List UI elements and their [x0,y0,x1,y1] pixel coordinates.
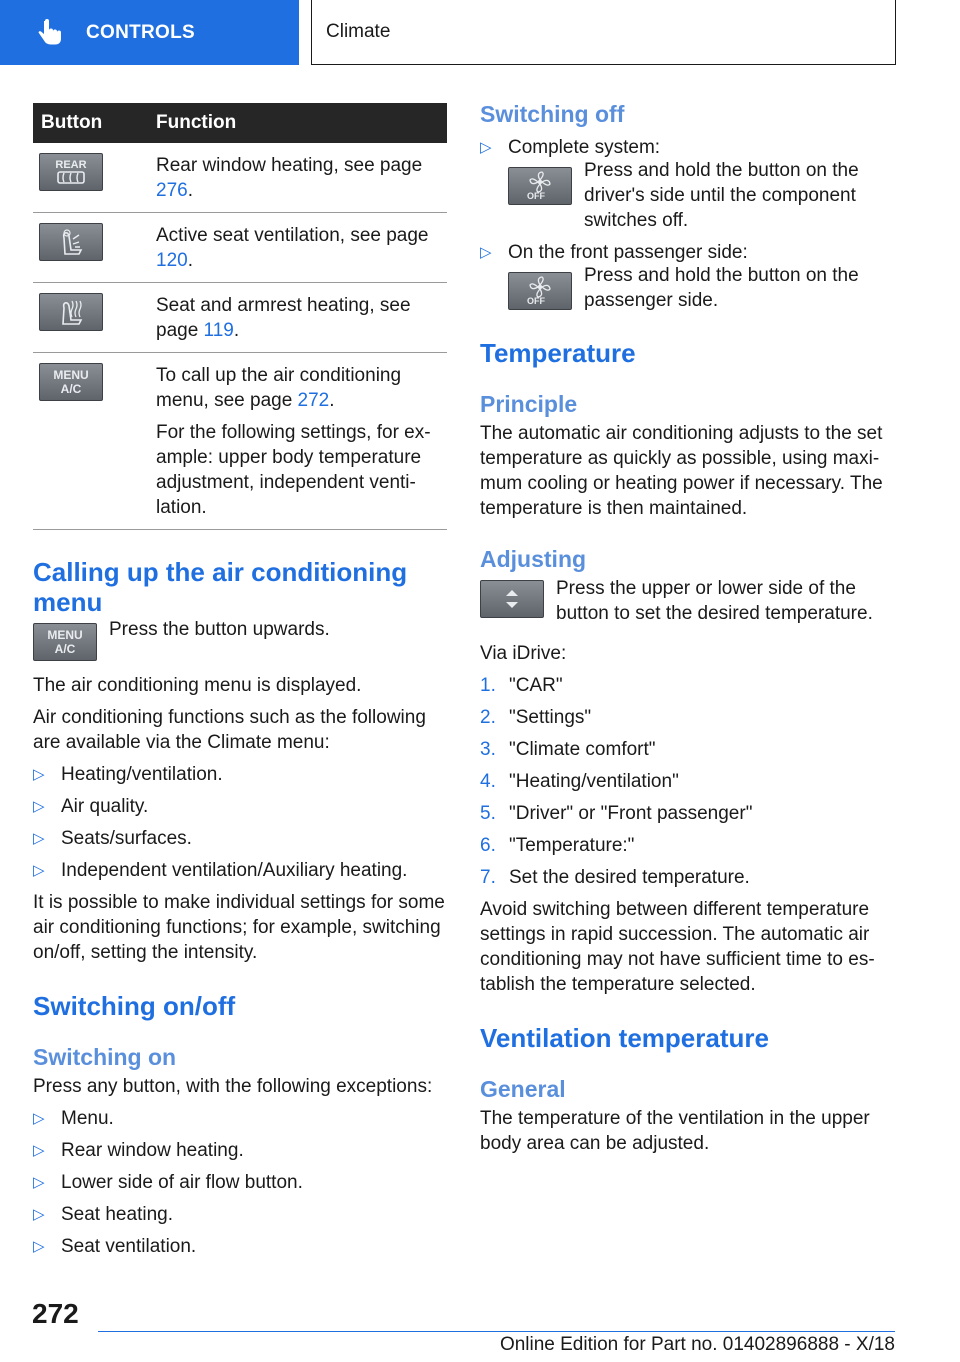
subsection-heading: General [480,1076,566,1102]
exception-list [33,1106,447,1259]
svg-text:A/C: A/C [60,382,82,396]
list-item: 4. "Heating/ventilation" [480,771,679,792]
table-row [33,143,447,213]
table-cell-function: To call up the air conditioning menu, see page 272. For the following settings, for ex‐ample: upper body temperature adjustment, independent venti‐lation. [156,353,447,530]
list-item: ▷ On the front passenger side: OFF Press and hold the button on the passenger side. [480,242,859,311]
section-heading: Calling up the air conditioning menu [33,557,408,617]
list-item: ▷ Seat heating. [33,1204,173,1225]
svg-text:A/C: A/C [54,642,76,656]
svg-text:REAR: REAR [55,159,87,171]
seat-ventilation-icon [39,223,103,261]
svg-text:MENU: MENU [53,368,89,382]
table-row [33,353,447,530]
paragraph: It is possible to make individual settings for some air conditioning functions; for example, switching on/off, setting the intensity. [33,892,445,963]
list-item: ▷ Air quality. [33,796,149,817]
right-column [480,100,892,1156]
section-label: CONTROLS [86,21,196,43]
list-item: ▷ Rear window heating. [33,1140,244,1161]
paragraph: Via iDrive: [480,643,567,664]
footer-edition: Online Edition for Part no. 01402896888 - X/18 [499,1334,895,1355]
icon-paragraph: Press the upper or lower side of the button to set the desired temperature. [480,576,892,626]
subsection-heading: Switching off [480,101,625,127]
list-item: ▷ Lower side of air flow button. [33,1172,303,1193]
table-cell-note: For the following settings, for ex‐ample: upper body temperature adjustment, independent venti‐lation. [156,422,431,518]
paragraph: Avoid switching between different temperature settings in rapid succession. The automatic air conditioning may not have sufficient time to es‐tablish the temperature selected. [480,899,875,995]
section-heading: Ventilation temperature [480,1023,769,1053]
subsection-heading: Switching on [33,1044,177,1070]
rear-window-heating-icon [39,153,103,191]
list-item: 5. "Driver" or "Front passenger" [480,803,753,824]
table-header-button: Button [33,103,156,143]
list-item: ▷ Independent ventilation/Auxiliary heating. [33,860,408,881]
list-item: ▷ Heating/ventilation. [33,764,223,785]
table-row [33,283,447,353]
table-header-function: Function [156,103,447,143]
page-link[interactable]: 276 [156,180,188,201]
table-cell-function: Seat and armrest heating, see page 119. [156,283,447,353]
list-item: ▷ Seats/surfaces. [33,828,192,849]
paragraph: The automatic air conditioning adjusts to the set temperature as quickly as possible, using maxi‐mum cooling or heating power if necessary. The temperature is then maintained. [480,423,883,519]
svg-text:OFF: OFF [527,296,545,306]
fan-off-icon [508,167,572,205]
section-heading: Switching on/off [33,991,236,1021]
seat-heating-icon [39,293,103,331]
up-down-arrows-icon [480,580,544,618]
paragraph: The temperature of the ventilation in the upper body area can be adjusted. [480,1108,870,1154]
menu-ac-button-icon [33,623,97,661]
menu-ac-icon [39,363,103,401]
list-item: 2. "Settings" [480,707,592,728]
svg-text:OFF: OFF [527,191,545,201]
list-item: 1. "CAR" [480,675,563,696]
list-item: ▷ Seat ventilation. [33,1236,197,1257]
icon-paragraph: MENU A/C Press the button upwards. [33,620,447,661]
table-cell-function: Active seat ventilation, see page 120. [156,213,447,283]
list-item: 3. "Climate comfort" [480,739,656,760]
subsection-heading: Adjusting [480,546,587,572]
svg-text:MENU: MENU [47,628,83,642]
list-item: ▷ Menu. [33,1108,114,1129]
page-link[interactable]: 120 [156,250,188,271]
switch-off-list [480,135,892,313]
section-tab [0,0,299,65]
page-link[interactable]: 272 [297,390,330,411]
fan-off-icon [508,272,572,310]
idrive-steps [480,673,892,890]
subsection-heading: Principle [480,391,578,417]
page-link[interactable]: 119 [203,320,234,341]
paragraph: Air conditioning functions such as the following are available via the Climate menu: [33,707,426,753]
chapter-title: Climate [311,0,896,65]
footer-divider [98,1331,895,1332]
list-item: 7. Set the desired temperature. [480,867,750,888]
paragraph: The air conditioning menu is displayed. [33,675,362,696]
left-column [33,103,447,1259]
table-row [33,213,447,283]
list-item: ▷ Complete system: OFF Press and hold the button on the driver's side until the component switches off. [480,137,859,231]
section-heading: Temperature [480,338,636,368]
hand-pointer-icon [38,19,64,47]
page-number: 272 [32,1298,79,1329]
paragraph: Press any button, with the following exceptions: [33,1076,433,1097]
list-item: 6. "Temperature:" [480,835,635,856]
table-cell-function: Rear window heating, see page 276. [156,143,447,213]
function-list [33,762,447,883]
button-function-table [33,103,447,530]
